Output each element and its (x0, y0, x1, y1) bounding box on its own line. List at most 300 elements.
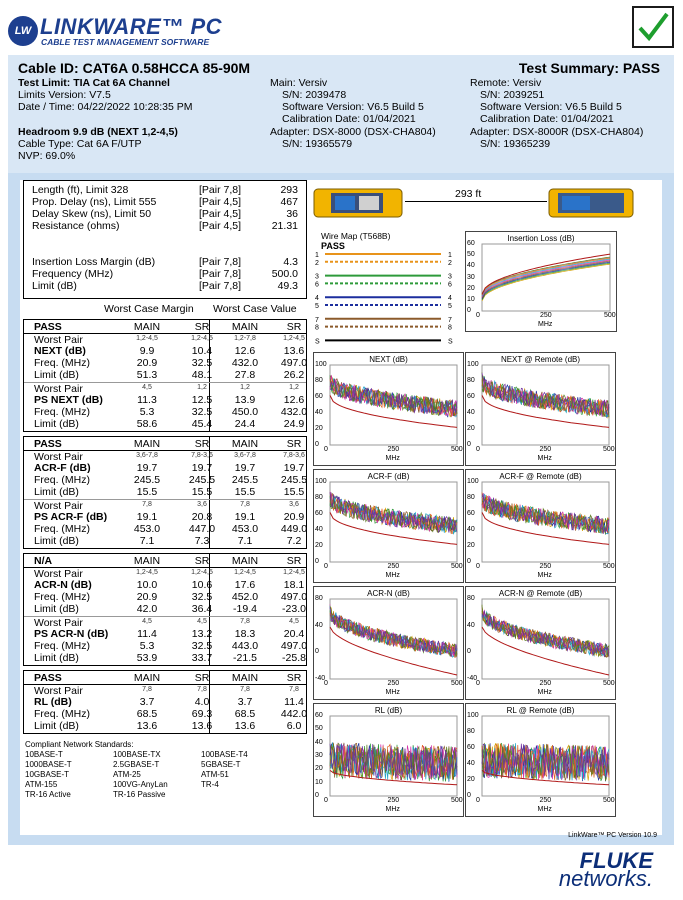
chart-x-tick: 250 (387, 797, 400, 804)
chart-x-tick: 250 (539, 446, 552, 453)
freq-label: Freq. (MHz) (34, 474, 90, 486)
main-label: Main: Versiv (270, 77, 328, 89)
chart-y-tick: 80 (315, 494, 323, 501)
results-table (23, 670, 307, 734)
table-value: 442.0 (280, 708, 308, 720)
table-value: 11.4 (284, 696, 304, 708)
table-col-header: SR (286, 555, 302, 567)
table-value: 497.0 (280, 591, 308, 603)
chart-y-tick: 0 (315, 558, 319, 565)
remote-tester-image (548, 185, 634, 221)
worst-case-margin-label: Worst Case Margin (104, 303, 194, 315)
wire-map-status: PASS (321, 241, 345, 251)
linkware-logo-text: LINKWARE™ PC (40, 14, 222, 39)
chart-x-tick: 250 (539, 797, 552, 804)
linkware-logo-badge: LW (8, 16, 38, 46)
chart-x-label: MHz (537, 572, 552, 579)
chart-x-tick: 250 (540, 312, 552, 319)
table-value: 19.7 (136, 462, 158, 474)
table-value: 20.9 (136, 591, 158, 603)
measurement-name: PS NEXT (dB) (34, 394, 103, 406)
standard-item: TR-16 Active (25, 790, 71, 799)
summary-value: 500.0 (271, 268, 298, 280)
measurement-name: ACR-N (dB) (34, 579, 92, 591)
test-summary: Test Summary: PASS (518, 60, 660, 76)
chart-x-tick: 250 (387, 563, 400, 570)
table-value: -19.4 (233, 603, 257, 615)
chart-x-tick: 0 (476, 680, 480, 687)
standard-item: 2.5GBASE-T (113, 760, 160, 769)
table-value: 20.9 (136, 357, 158, 369)
table-value: 10.0 (136, 579, 158, 591)
chart-axes (330, 599, 457, 679)
standard-item: 5GBASE-T (201, 760, 241, 769)
worst-pair-value: 7,8 (142, 686, 152, 693)
chart-y-tick: 20 (467, 425, 475, 432)
chart-y-tick: -40 (315, 675, 326, 682)
chart-y-tick: 100 (467, 478, 479, 485)
chart-y-tick: 100 (315, 361, 327, 368)
wire-map-right-pin: 1 (448, 252, 452, 259)
results-table (23, 319, 307, 432)
chart-x-label: MHz (537, 455, 552, 462)
table-col-header: SR (194, 438, 210, 450)
summary-value: 49.3 (277, 280, 298, 292)
chart-y-tick: -40 (467, 675, 478, 682)
chart-x-tick: 0 (476, 797, 480, 804)
chart-x-tick: 500 (451, 446, 463, 453)
headroom: Headroom 9.9 dB (NEXT 1,2-4,5) (18, 126, 178, 138)
table-col-header: MAIN (231, 321, 259, 333)
main-software: Software Version: V6.5 Build 5 (282, 101, 424, 113)
chart-x-tick: 0 (324, 680, 328, 687)
wire-map (313, 227, 463, 347)
worst-pair-value: 1,2-4,5 (136, 335, 158, 342)
table-value: 10.4 (191, 345, 213, 357)
table-value: 48.1 (191, 369, 213, 381)
chart-y-tick: 40 (315, 409, 323, 416)
fluke-logo-top: FLUKE (579, 848, 653, 873)
table-value: 51.3 (136, 369, 158, 381)
table-value: 449.0 (280, 523, 308, 535)
chart-x-tick: 250 (387, 446, 400, 453)
chart-y-tick: 0 (315, 792, 319, 799)
table-value: 13.6 (283, 345, 305, 357)
group-divider (24, 499, 306, 500)
wire-map-right-pin: 3 (448, 273, 452, 281)
wire-map-left-pin: S (315, 338, 320, 346)
table-value: 36.4 (191, 603, 213, 615)
freq-label: Freq. (MHz) (34, 708, 90, 720)
worst-pair-value: 7,8 (197, 686, 207, 693)
table-value: 245.5 (188, 474, 216, 486)
table-value: 15.5 (283, 486, 305, 498)
chart-y-tick: 0 (467, 792, 471, 799)
table-value: 32.5 (191, 591, 213, 603)
chart-x-tick: 250 (539, 680, 552, 687)
table-value: -21.5 (233, 652, 257, 664)
test-limit: Test Limit: TIA Cat 6A Channel (18, 77, 170, 89)
chart-y-tick: 20 (467, 284, 475, 292)
chart-x-label: MHz (385, 689, 400, 696)
chart-y-tick: 40 (467, 760, 475, 767)
summary-label: Length (ft), Limit 328 (32, 184, 129, 196)
summary-label: Frequency (MHz) (32, 268, 114, 280)
table-value: 450.0 (231, 406, 259, 418)
standard-item: 100BASE-T4 (201, 750, 248, 759)
table-value: 245.5 (280, 474, 308, 486)
table-value: 53.9 (136, 652, 158, 664)
chart-x-label: MHz (537, 689, 552, 696)
table-value: 497.0 (280, 640, 308, 652)
worst-pair-value: 1,2 (289, 384, 299, 391)
worst-pair-value: 1,2-4,5 (191, 335, 213, 342)
worst-pair-value: 1,2 (240, 384, 250, 391)
chart-x-tick: 500 (603, 563, 615, 570)
table-value: 432.0 (280, 406, 308, 418)
chart-noise (465, 469, 616, 583)
table-value: 58.6 (136, 418, 158, 430)
chart-y-tick: 80 (315, 595, 323, 602)
freq-label: Freq. (MHz) (34, 523, 90, 535)
standard-item: TR-4 (201, 780, 219, 789)
worst-pair-value: 1,2-4,5 (191, 569, 213, 576)
chart-trace (482, 257, 610, 294)
remote-software: Software Version: V6.5 Build 5 (480, 101, 622, 113)
chart-acrn (465, 586, 616, 700)
summary-pair: [Pair 4,5] (199, 196, 242, 208)
table-value: 11.3 (137, 394, 157, 406)
standard-item: 10GBASE-T (25, 770, 70, 779)
chart-y-tick: 10 (467, 295, 475, 303)
limit-label: Limit (dB) (34, 535, 79, 547)
date-time: Date / Time: 04/22/2022 10:28:35 PM (18, 101, 193, 113)
table-value: 19.1 (234, 511, 256, 523)
chart-y-tick: 80 (467, 728, 475, 735)
summary-value: 4.3 (283, 256, 298, 268)
limits-version: Limits Version: V7.5 (18, 89, 111, 101)
remote-adapter: Adapter: DSX-8000R (DSX-CHA804) (470, 126, 644, 138)
table-value: 45.4 (191, 418, 213, 430)
table-value: 15.5 (234, 486, 256, 498)
chart-noise (313, 469, 464, 583)
wire-map-left-pin: 8 (315, 324, 319, 332)
worst-pair-value: 4,5 (197, 618, 207, 625)
chart-title: Insertion Loss (dB) (507, 234, 575, 243)
remote-calibration: Calibration Date: 01/04/2021 (480, 113, 614, 125)
worst-pair-label: Worst Pair (34, 500, 83, 512)
table-col-header: SR (194, 321, 210, 333)
table-value: 13.2 (191, 628, 213, 640)
chart-y-tick: 10 (315, 778, 323, 786)
summary-value: 36 (286, 208, 298, 220)
chart-y-tick: 40 (467, 621, 475, 629)
chart-x-label: MHz (385, 455, 400, 462)
chart-y-tick: 30 (315, 752, 323, 759)
chart-trace (482, 258, 610, 295)
chart-y-tick: 20 (467, 776, 475, 783)
chart-x-tick: 500 (603, 446, 615, 453)
worst-pair-label: Worst Pair (34, 568, 83, 580)
worst-pair-value: 4,5 (289, 618, 299, 625)
summary-value: 467 (280, 196, 298, 208)
summary-pair: [Pair 7,8] (199, 268, 242, 280)
chart-y-tick: 0 (467, 558, 471, 565)
chart-x-tick: 500 (451, 797, 463, 804)
table-col-header: SR (286, 438, 302, 450)
standard-item: 100BASE-TX (113, 750, 161, 759)
measurement-name: PS ACR-N (dB) (34, 628, 109, 640)
chart-title: RL (dB) (374, 706, 403, 715)
chart-x-tick: 0 (324, 446, 328, 453)
chart-rl (465, 703, 616, 817)
table-value: 42.0 (136, 603, 158, 615)
standard-item: ATM-51 (201, 770, 229, 779)
chart-x-tick: 500 (604, 312, 616, 319)
worst-pair-value: 7,8 (240, 618, 250, 625)
cable-length-line (405, 201, 547, 202)
chart-acrn (313, 586, 464, 700)
table-value: 12.6 (283, 394, 305, 406)
table-col-header: MAIN (133, 555, 161, 567)
standard-item: TR-16 Passive (113, 790, 166, 799)
table-value: -23.0 (282, 603, 306, 615)
table-col-header: MAIN (133, 438, 161, 450)
chart-x-label: MHz (537, 806, 552, 813)
table-value: 12.6 (234, 345, 256, 357)
main-tester-image (313, 185, 403, 221)
linkware-logo-subtitle: CABLE TEST MANAGEMENT SOFTWARE (41, 37, 210, 47)
table-value: 9.9 (139, 345, 155, 357)
worst-pair-value: 1,2-4,5 (283, 569, 305, 576)
chart-y-tick: 60 (467, 240, 475, 247)
table-value: 19.1 (136, 511, 158, 523)
table-value: 452.0 (231, 591, 259, 603)
cable-type: Cable Type: Cat 6A F/UTP (18, 138, 142, 150)
chart-x-tick: 250 (387, 680, 400, 687)
chart-x-tick: 0 (476, 446, 480, 453)
worst-case-value-label: Worst Case Value (213, 303, 297, 315)
table-value: 24.4 (234, 418, 256, 430)
table-value: 13.9 (234, 394, 256, 406)
table-value: 32.5 (191, 357, 213, 369)
chart-y-tick: 60 (315, 712, 323, 719)
chart-y-tick: 0 (467, 307, 471, 314)
table-value: 5.3 (139, 640, 155, 652)
chart-y-tick: 80 (467, 377, 475, 384)
table-value: 443.0 (231, 640, 259, 652)
summary-label: Delay Skew (ns), Limit 50 (32, 208, 152, 220)
worst-pair-value: 7,8 (240, 686, 250, 693)
chart-x-tick: 0 (324, 797, 328, 804)
chart-y-tick: 30 (467, 273, 475, 281)
table-col-header: MAIN (231, 672, 259, 684)
table-col-header: MAIN (133, 672, 161, 684)
measurement-name: NEXT (dB) (34, 345, 86, 357)
limit-label: Limit (dB) (34, 369, 79, 381)
cable-length-value: 293 ft (455, 188, 482, 200)
results-table (23, 553, 307, 666)
chart-y-tick: 40 (315, 621, 323, 629)
chart-y-tick: 20 (467, 542, 475, 549)
main-sn: S/N: 2039478 (282, 89, 347, 101)
table-value: 10.6 (191, 579, 213, 591)
table-col-header: MAIN (231, 555, 259, 567)
chart-y-tick: 50 (467, 251, 475, 259)
chart-y-tick: 20 (315, 425, 323, 432)
table-value: 18.1 (283, 579, 305, 591)
standard-item: ATM-155 (25, 780, 58, 789)
chart-title: NEXT @ Remote (dB) (500, 355, 581, 364)
table-value: 19.7 (283, 462, 305, 474)
table-value: 12.5 (191, 394, 213, 406)
summary-label: Limit (dB) (32, 280, 77, 292)
chart-axes (482, 244, 610, 311)
summary-box (23, 180, 307, 299)
wire-map-left-pin: 1 (315, 252, 319, 259)
standards-title: Compliant Network Standards: (25, 740, 134, 749)
table-col-header: SR (194, 672, 210, 684)
chart-y-tick: 80 (467, 595, 475, 602)
chart-title: NEXT (dB) (369, 355, 408, 364)
worst-pair-label: Worst Pair (34, 451, 83, 463)
chart-noise (313, 352, 464, 466)
nvp: NVP: 69.0% (18, 150, 76, 162)
worst-pair-label: Worst Pair (34, 617, 83, 629)
table-value: 7.1 (139, 535, 155, 547)
summary-pair: [Pair 7,8] (199, 256, 242, 268)
chart-y-tick: 80 (467, 494, 475, 501)
chart-x-tick: 500 (451, 563, 463, 570)
chart-y-tick: 60 (467, 510, 475, 517)
table-value: 11.4 (137, 628, 157, 640)
summary-value: 293 (280, 184, 298, 196)
table-value: 32.5 (191, 406, 213, 418)
table-status: N/A (34, 555, 53, 567)
pass-check-icon (632, 6, 674, 48)
group-divider (24, 616, 306, 617)
chart-noise (465, 352, 616, 466)
table-value: 15.5 (191, 486, 213, 498)
chart-title: RL @ Remote (dB) (506, 706, 575, 715)
summary-label: Prop. Delay (ns), Limit 555 (32, 196, 157, 208)
summary-pair: [Pair 7,8] (199, 184, 242, 196)
table-value: 7.2 (286, 535, 302, 547)
chart-trace (482, 259, 610, 296)
chart-y-tick: 0 (315, 648, 319, 656)
table-col-header: SR (286, 672, 302, 684)
limit-label: Limit (dB) (34, 486, 79, 498)
table-value: 6.0 (286, 720, 302, 732)
table-value: 68.5 (234, 708, 256, 720)
main-adapter: Adapter: DSX-8000 (DSX-CHA804) (270, 126, 436, 138)
limit-label: Limit (dB) (34, 603, 79, 615)
summary-label: Insertion Loss Margin (dB) (32, 256, 156, 268)
chart-x-label: MHz (538, 321, 553, 328)
freq-label: Freq. (MHz) (34, 357, 90, 369)
table-value: 26.2 (283, 369, 305, 381)
freq-label: Freq. (MHz) (34, 640, 90, 652)
table-value: 19.7 (234, 462, 256, 474)
fluke-logo-bottom: networks. (558, 866, 653, 891)
table-value: 13.6 (191, 720, 213, 732)
worst-pair-value: 7,8-3,6 (191, 452, 213, 459)
table-value: 432.0 (231, 357, 259, 369)
chart-title: ACR-F @ Remote (dB) (499, 472, 582, 481)
table-col-header: SR (286, 321, 302, 333)
measurement-name: RL (dB) (34, 696, 72, 708)
main-adapter-sn: S/N: 19365579 (282, 138, 353, 150)
table-value: 7.1 (237, 535, 253, 547)
worst-pair-value: 1,2-4,5 (283, 335, 305, 342)
standard-item: 10BASE-T (25, 750, 63, 759)
chart-x-tick: 0 (324, 563, 328, 570)
chart-x-tick: 500 (603, 680, 615, 687)
summary-value: 21.31 (271, 220, 298, 232)
remote-label: Remote: Versiv (470, 77, 542, 89)
table-status: PASS (34, 672, 62, 684)
chart-y-tick: 40 (467, 526, 475, 533)
worst-pair-value: 1,2-7,8 (234, 335, 256, 342)
worst-pair-value: 7,8-3,6 (283, 452, 305, 459)
table-value: 3.7 (237, 696, 253, 708)
table-value: 17.6 (234, 579, 256, 591)
worst-pair-label: Worst Pair (34, 334, 83, 346)
chart-y-tick: 60 (467, 393, 475, 400)
group-divider (24, 382, 306, 383)
chart-y-tick: 0 (467, 648, 471, 656)
wire-map-right-pin: 4 (448, 295, 452, 303)
table-value: 68.5 (136, 708, 158, 720)
wire-map-left-pin: 6 (315, 281, 319, 289)
chart-y-tick: 60 (315, 510, 323, 517)
chart-x-label: MHz (385, 572, 400, 579)
wire-map-left-pin: 3 (315, 273, 319, 281)
wire-map-right-pin: 2 (448, 259, 452, 267)
wire-map-right-pin: 5 (448, 303, 452, 310)
worst-pair-value: 4,5 (142, 618, 152, 625)
limit-label: Limit (dB) (34, 418, 79, 430)
table-value: 27.8 (234, 369, 256, 381)
worst-pair-value: 1,2-4,5 (136, 569, 158, 576)
table-value: 13.6 (136, 720, 158, 732)
worst-pair-label: Worst Pair (34, 685, 83, 697)
chart-y-tick: 40 (315, 526, 323, 533)
remote-adapter-sn: S/N: 19365239 (480, 138, 551, 150)
chart-rl (313, 703, 464, 817)
limit-label: Limit (dB) (34, 652, 79, 664)
chart-title: ACR-N @ Remote (dB) (498, 589, 583, 598)
table-value: 447.0 (188, 523, 216, 535)
table-value: 24.9 (283, 418, 305, 430)
worst-pair-value: 4,5 (142, 384, 152, 391)
worst-pair-value: 3,6 (197, 501, 207, 508)
chart-y-tick: 20 (315, 542, 323, 549)
chart-title: ACR-F (dB) (367, 472, 410, 481)
worst-pair-value: 7,8 (289, 686, 299, 693)
wire-map-right-pin: 8 (448, 324, 452, 332)
table-value: 453.0 (133, 523, 161, 535)
table-value: 453.0 (231, 523, 259, 535)
chart-y-tick: 100 (315, 478, 327, 485)
wire-map-right-pin: 6 (448, 281, 452, 289)
table-status: PASS (34, 321, 62, 333)
worst-pair-value: 3,6-7,8 (136, 452, 158, 459)
chart-x-tick: 250 (539, 563, 552, 570)
wire-map-right-pin: 7 (448, 316, 452, 324)
table-value: 497.0 (280, 357, 308, 369)
chart-y-tick: 20 (315, 765, 323, 773)
